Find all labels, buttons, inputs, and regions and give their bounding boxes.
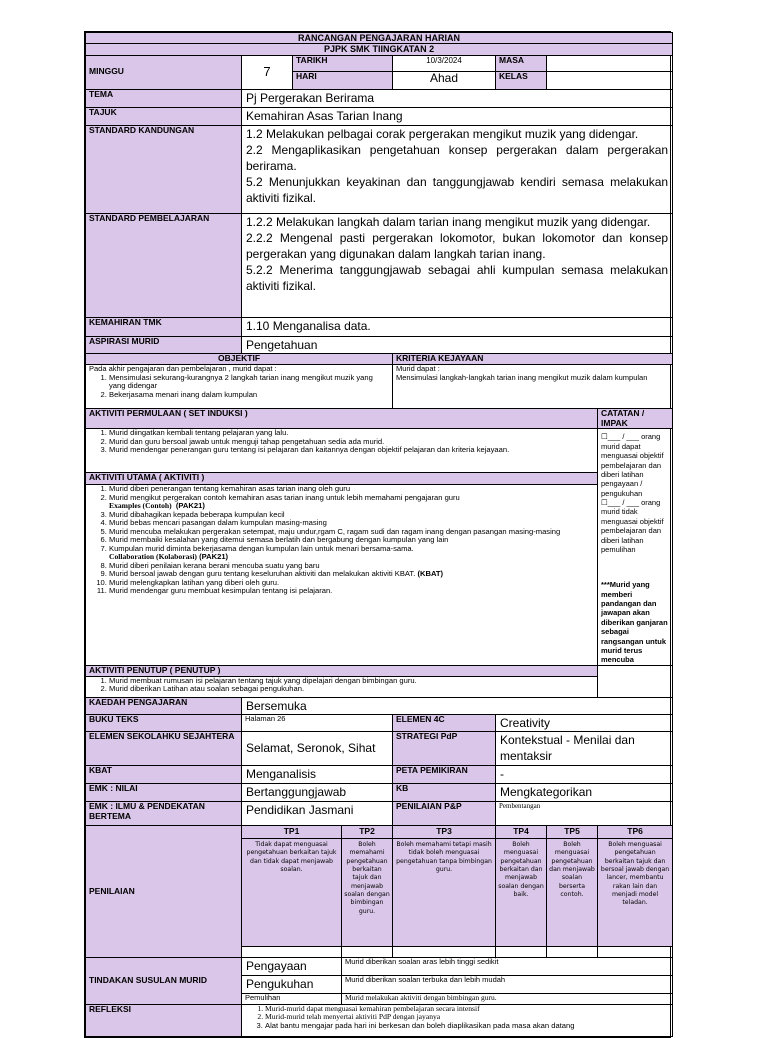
tp-mark-cell[interactable]: [342, 946, 393, 957]
objektif-item: 1. Mensimulasi sekurang-kurangnya 2 langkah tarian inang mengikut muzik yang yang didengar: [109, 374, 389, 391]
aktiviti-text: Kumpulan murid diminta bekerjasama dengan kumpulan lain untuk menari bersama-sama.: [109, 543, 414, 553]
tp-desc: Boleh memahami tetapi masih tidak boleh menguasai pengetahuan tanpa bimbingan guru.: [393, 838, 496, 946]
masa-value: [547, 55, 673, 71]
kelas-value: [547, 71, 673, 89]
tindakan-desc: Murid diberikan soalan aras lebih tinggi sedikit: [342, 957, 673, 975]
aktiviti-text: Murid mengikut pergerakan contoh kemahiran asas tarian inang untuk lebih memahami pengajaran guru: [109, 492, 460, 502]
refleksi-label: REFLEKSI: [86, 1004, 242, 1036]
aktiviti-item: 3. Murid dibahagikan kepada beberapa kumpulan kecil: [109, 511, 594, 520]
kb-label: KB: [393, 784, 496, 802]
tajuk-label: TAJUK: [86, 107, 242, 125]
aktiviti-item: 8. Murid diberi penilaian kerana berani mencuba suatu yang baru: [109, 562, 594, 571]
set-induksi-item: 3. Murid mendengar penerangan guru tentang isi pelajaran dan kaitannya dengan objektif pelajaran dan kriteria kejayaan.: [109, 446, 594, 455]
sp-line: 2.2.2 Mengenal pasti pergerakan lokomotor, bukan lokomotor dan konsep pergerakan yang digunakan dalam langkah tarian inang.: [246, 230, 669, 262]
tp-mark-cell[interactable]: [242, 946, 342, 957]
catatan-content: [598, 429, 673, 665]
objektif-content: [86, 364, 393, 408]
kriteria-label: KRITERIA KEJAYAAN: [393, 353, 673, 364]
kelas-label: KELAS: [496, 71, 547, 89]
sk-line: 1.2 Melakukan pelbagai corak pergerakan mengikut muzik yang didengar.: [246, 126, 639, 141]
elemen-4c-label: ELEMEN 4C: [393, 714, 496, 731]
set-induksi-item: 2. Murid dan guru bersoal jawab untuk menguji tahap pengetahuan sedia ada murid.: [109, 438, 594, 447]
sk-line: 5.2 Menunjukkan keyakinan dan tanggungjawab kendiri semasa melakukan aktiviti fizikal.: [246, 175, 669, 206]
sk-line: 2.2 Mengaplikasikan pengetahuan konsep pergerakan dalam pergerakan berirama.: [246, 142, 669, 174]
catatan-blank: [598, 665, 673, 697]
hari-label: HARI: [293, 71, 393, 89]
tp-mark-cell[interactable]: [393, 946, 496, 957]
penutup-content: [86, 676, 598, 697]
kaedah-label: KAEDAH PENGAJARAN: [86, 697, 242, 714]
kriteria-intro: Murid dapat :: [396, 364, 440, 373]
refleksi-item: 3. Alat bantu mengajar pada hari ini berkesan dan boleh diaplikasikan pada masa akan datang: [265, 1022, 669, 1031]
tindakan-desc: Murid melakukan aktiviti dengan bimbingan guru.: [342, 993, 673, 1004]
objektif-label: OBJEKTIF: [86, 353, 393, 364]
tindakan-label: TINDAKAN SUSULAN MURID: [86, 957, 242, 1004]
emk-ilmu-value: Pendidikan Jasmani: [242, 802, 393, 826]
penilaian-pp-label: PENILAIAN P&P: [393, 802, 496, 826]
peta-value: -: [496, 766, 673, 784]
kaedah-value: Bersemuka: [242, 697, 673, 714]
aktiviti-utama-content: [86, 485, 598, 665]
kemahiran-tmk-label: KEMAHIRAN TMK: [86, 317, 242, 336]
kbat-label: KBAT: [86, 766, 242, 784]
aktiviti-item: 4. Murid bebas mencari pasangan dalam kumpulan masing-masing: [109, 519, 594, 528]
standard-kandungan-label: STANDARD KANDUNGAN: [86, 125, 242, 213]
aktiviti-item: 11. Murid mendengar guru membuat kesimpulan tentang isi pelajaran.: [109, 587, 594, 596]
aktiviti-item: 5. Murid mencuba melakukan pergerakan setempat, maju undur,rgam C, ragam sudi dan ragam inang dengan pasangan masing-masing: [109, 528, 594, 537]
lesson-plan-table: [85, 32, 673, 1037]
standard-pembelajaran-label: STANDARD PEMBELAJARAN: [86, 213, 242, 317]
set-induksi-content: [86, 429, 598, 473]
aktiviti-item: [109, 494, 594, 511]
penilaian-label: PENILAIAN: [86, 826, 242, 958]
tp-header: TP3: [393, 826, 496, 839]
tp-desc: Boleh menguasai pengetahuan dan menjawab soalan berserta contoh.: [547, 838, 598, 946]
kriteria-content: [393, 364, 673, 408]
tp-desc: Boleh menguasai pengetahuan berkaitan dan menjawab soalan dengan baik.: [496, 838, 547, 946]
tp-mark-cell[interactable]: [598, 946, 673, 957]
aktiviti-item: [109, 545, 594, 562]
tindakan-type: Pemulihan: [242, 993, 342, 1004]
tp-header: TP2: [342, 826, 393, 839]
aktiviti-utama-label: AKTIVITI UTAMA ( AKTIVITI ): [86, 473, 598, 485]
tp-desc: Tidak dapat menguasai pengetahuan berkaitan tajuk dan tidak dapat menjawab soalan.: [242, 838, 342, 946]
elemen-4c-value: Creativity: [496, 714, 673, 731]
kbat-value: Menganalisis: [242, 766, 393, 784]
sp-line: 5.2.2 Menerima tanggungjawab sebagai ahli kumpulan semasa melakukan aktiviti fizikal.: [246, 263, 669, 294]
minggu-label: MINGGU: [86, 55, 242, 89]
tp-header: TP4: [496, 826, 547, 839]
aspirasi-murid-value: Pengetahuan: [242, 336, 673, 353]
objektif-intro: Pada akhir pengajaran dan pembelajaran , murid dapat :: [89, 364, 277, 373]
aktiviti-item: 1. Murid diberi penerangan tentang kemahiran asas tarian inang oleh guru: [109, 485, 594, 494]
set-induksi-item: 1. Murid diingatkan kembali tentang pelajaran yang lalu.: [109, 429, 594, 438]
tajuk-value: Kemahiran Asas Tarian Inang: [242, 107, 673, 125]
minggu-value: 7: [242, 55, 293, 89]
standard-pembelajaran-value: [242, 213, 673, 317]
tindakan-type: Pengayaan: [242, 957, 342, 975]
elemen-sekolah-label: ELEMEN SEKOLAHKU SEJAHTERA: [86, 732, 242, 766]
penilaian-pp-value: Pembentangan: [496, 802, 673, 826]
tema-label: TEMA: [86, 89, 242, 107]
catatan-label: CATATAN / IMPAK: [598, 408, 673, 429]
peta-label: PETA PEMIKIRAN: [393, 766, 496, 784]
aktiviti-item: 6. Murid membaiki kesalahan yang ditemui semasa berlatih dan bergabung dengan kumpulan yang lain: [109, 536, 594, 545]
buku-teks-label: BUKU TEKS: [86, 714, 242, 731]
tp-header: TP1: [242, 826, 342, 839]
objektif-item: 2. Bekerjasama menari inang dalam kumpulan: [109, 391, 389, 400]
document-title: RANCANGAN PENGAJARAN HARIAN: [86, 33, 673, 44]
refleksi-item: 1. Murid-murid dapat menguasai kemahiran pembelajaran secara intensif: [265, 1005, 669, 1014]
tindakan-type: Pengukuhan: [242, 975, 342, 993]
aspirasi-murid-label: ASPIRASI MURID: [86, 336, 242, 353]
tp-header: TP5: [547, 826, 598, 839]
lesson-plan-sheet: [84, 31, 671, 1038]
strategi-label: STRATEGI PdP: [393, 732, 496, 766]
buku-teks-value: Halaman 26: [242, 714, 393, 731]
document-subtitle: PJPK SMK TIINGKATAN 2: [86, 44, 673, 55]
tarikh-value: 10/3/2024: [393, 55, 496, 71]
tindakan-desc: Murid diberikan soalan terbuka dan lebih mudah: [342, 975, 673, 993]
masa-label: MASA: [496, 55, 547, 71]
tema-value: Pj Pergerakan Berirama: [242, 89, 673, 107]
refleksi-item: 2. Murid-murid telah menyertai aktiviti PdP dengan jayanya: [265, 1013, 669, 1022]
strategi-value: Kontekstual - Menilai dan mentaksir: [496, 732, 673, 766]
catatan-line-1: ☐___ / ___ orang murid dapat menguasai objektif pembelajaran dan diberi latihan pengayaan / pengukuhan: [601, 432, 664, 498]
collaboration-tag: Collaboration (Kolaborasi): [109, 552, 197, 562]
emk-nilai-value: Bertanggungjawab: [242, 784, 393, 802]
emk-nilai-label: EMK : NILAI: [86, 784, 242, 802]
penutup-label: AKTIVITI PENUTUP ( PENUTUP ): [86, 665, 598, 676]
pak21-tag: (PAK21): [199, 552, 229, 562]
penutup-item: 1. Murid membuat rumusan isi pelajaran tentang tajuk yang dipelajari dengan bimbingan guru.: [109, 677, 594, 686]
aktiviti-text: Murid bersoal jawab dengan guru tentang keseluruhan aktiviti dan melakukan aktiviti KBAT.: [109, 569, 416, 579]
tp-mark-cell[interactable]: [547, 946, 598, 957]
examples-tag: Examples (Contoh): [109, 501, 172, 511]
sp-line: 1.2.2 Melakukan langkah dalam tarian inang mengikut muzik yang didengar.: [246, 214, 651, 229]
tarikh-label: TARIKH: [293, 55, 393, 71]
tp-mark-cell[interactable]: [496, 946, 547, 957]
pak21-tag: (PAK21): [175, 501, 205, 511]
hari-value: Ahad: [393, 71, 496, 89]
kriteria-text: Mensimulasi langkah-langkah tarian inang mengikut muzik dalam kumpulan: [396, 372, 648, 382]
aktiviti-item: 10. Murid melengkapkan latihan yang diberi oleh guru.: [109, 579, 594, 588]
elemen-sekolah-value: Selamat, Seronok, Sihat: [242, 732, 393, 766]
set-induksi-label: AKTIVITI PERMULAAN ( SET INDUKSI ): [86, 408, 598, 429]
tp-desc: Boleh memahami pengetahuan berkaitan tajuk dan menjawab soalan dengan bimbingan guru.: [342, 838, 393, 946]
kemahiran-tmk-value: 1.10 Menganalisa data.: [242, 317, 673, 336]
tp-header: TP6: [598, 826, 673, 839]
penutup-item: 2. Murid diberikan Latihan atau soalan sebagai pengukuhan.: [109, 685, 594, 694]
kb-value: Mengkategorikan: [496, 784, 673, 802]
refleksi-content: [242, 1004, 673, 1036]
kbat-tag: (KBAT): [417, 569, 444, 579]
tp-desc: Boleh menguasai pengetahuan berkaitan tajuk dan bersoal jawab dengan lancer, membantu rakan lain dan menjadi model teladan.: [598, 838, 673, 946]
standard-kandungan-value: [242, 125, 673, 213]
catatan-note: ***Murid yang memberi pandangan dan jawapan akan diberikan ganjaran sebagai rangsangan untuk murid terus mencuba: [601, 580, 668, 665]
emk-ilmu-label: EMK : ILMU & PENDEKATAN BERTEMA: [86, 802, 242, 826]
catatan-line-2: ☐___ / ___ orang murid tidak menguasai objektif pembelajaran dan diberi latihan pemulihan: [601, 498, 664, 554]
